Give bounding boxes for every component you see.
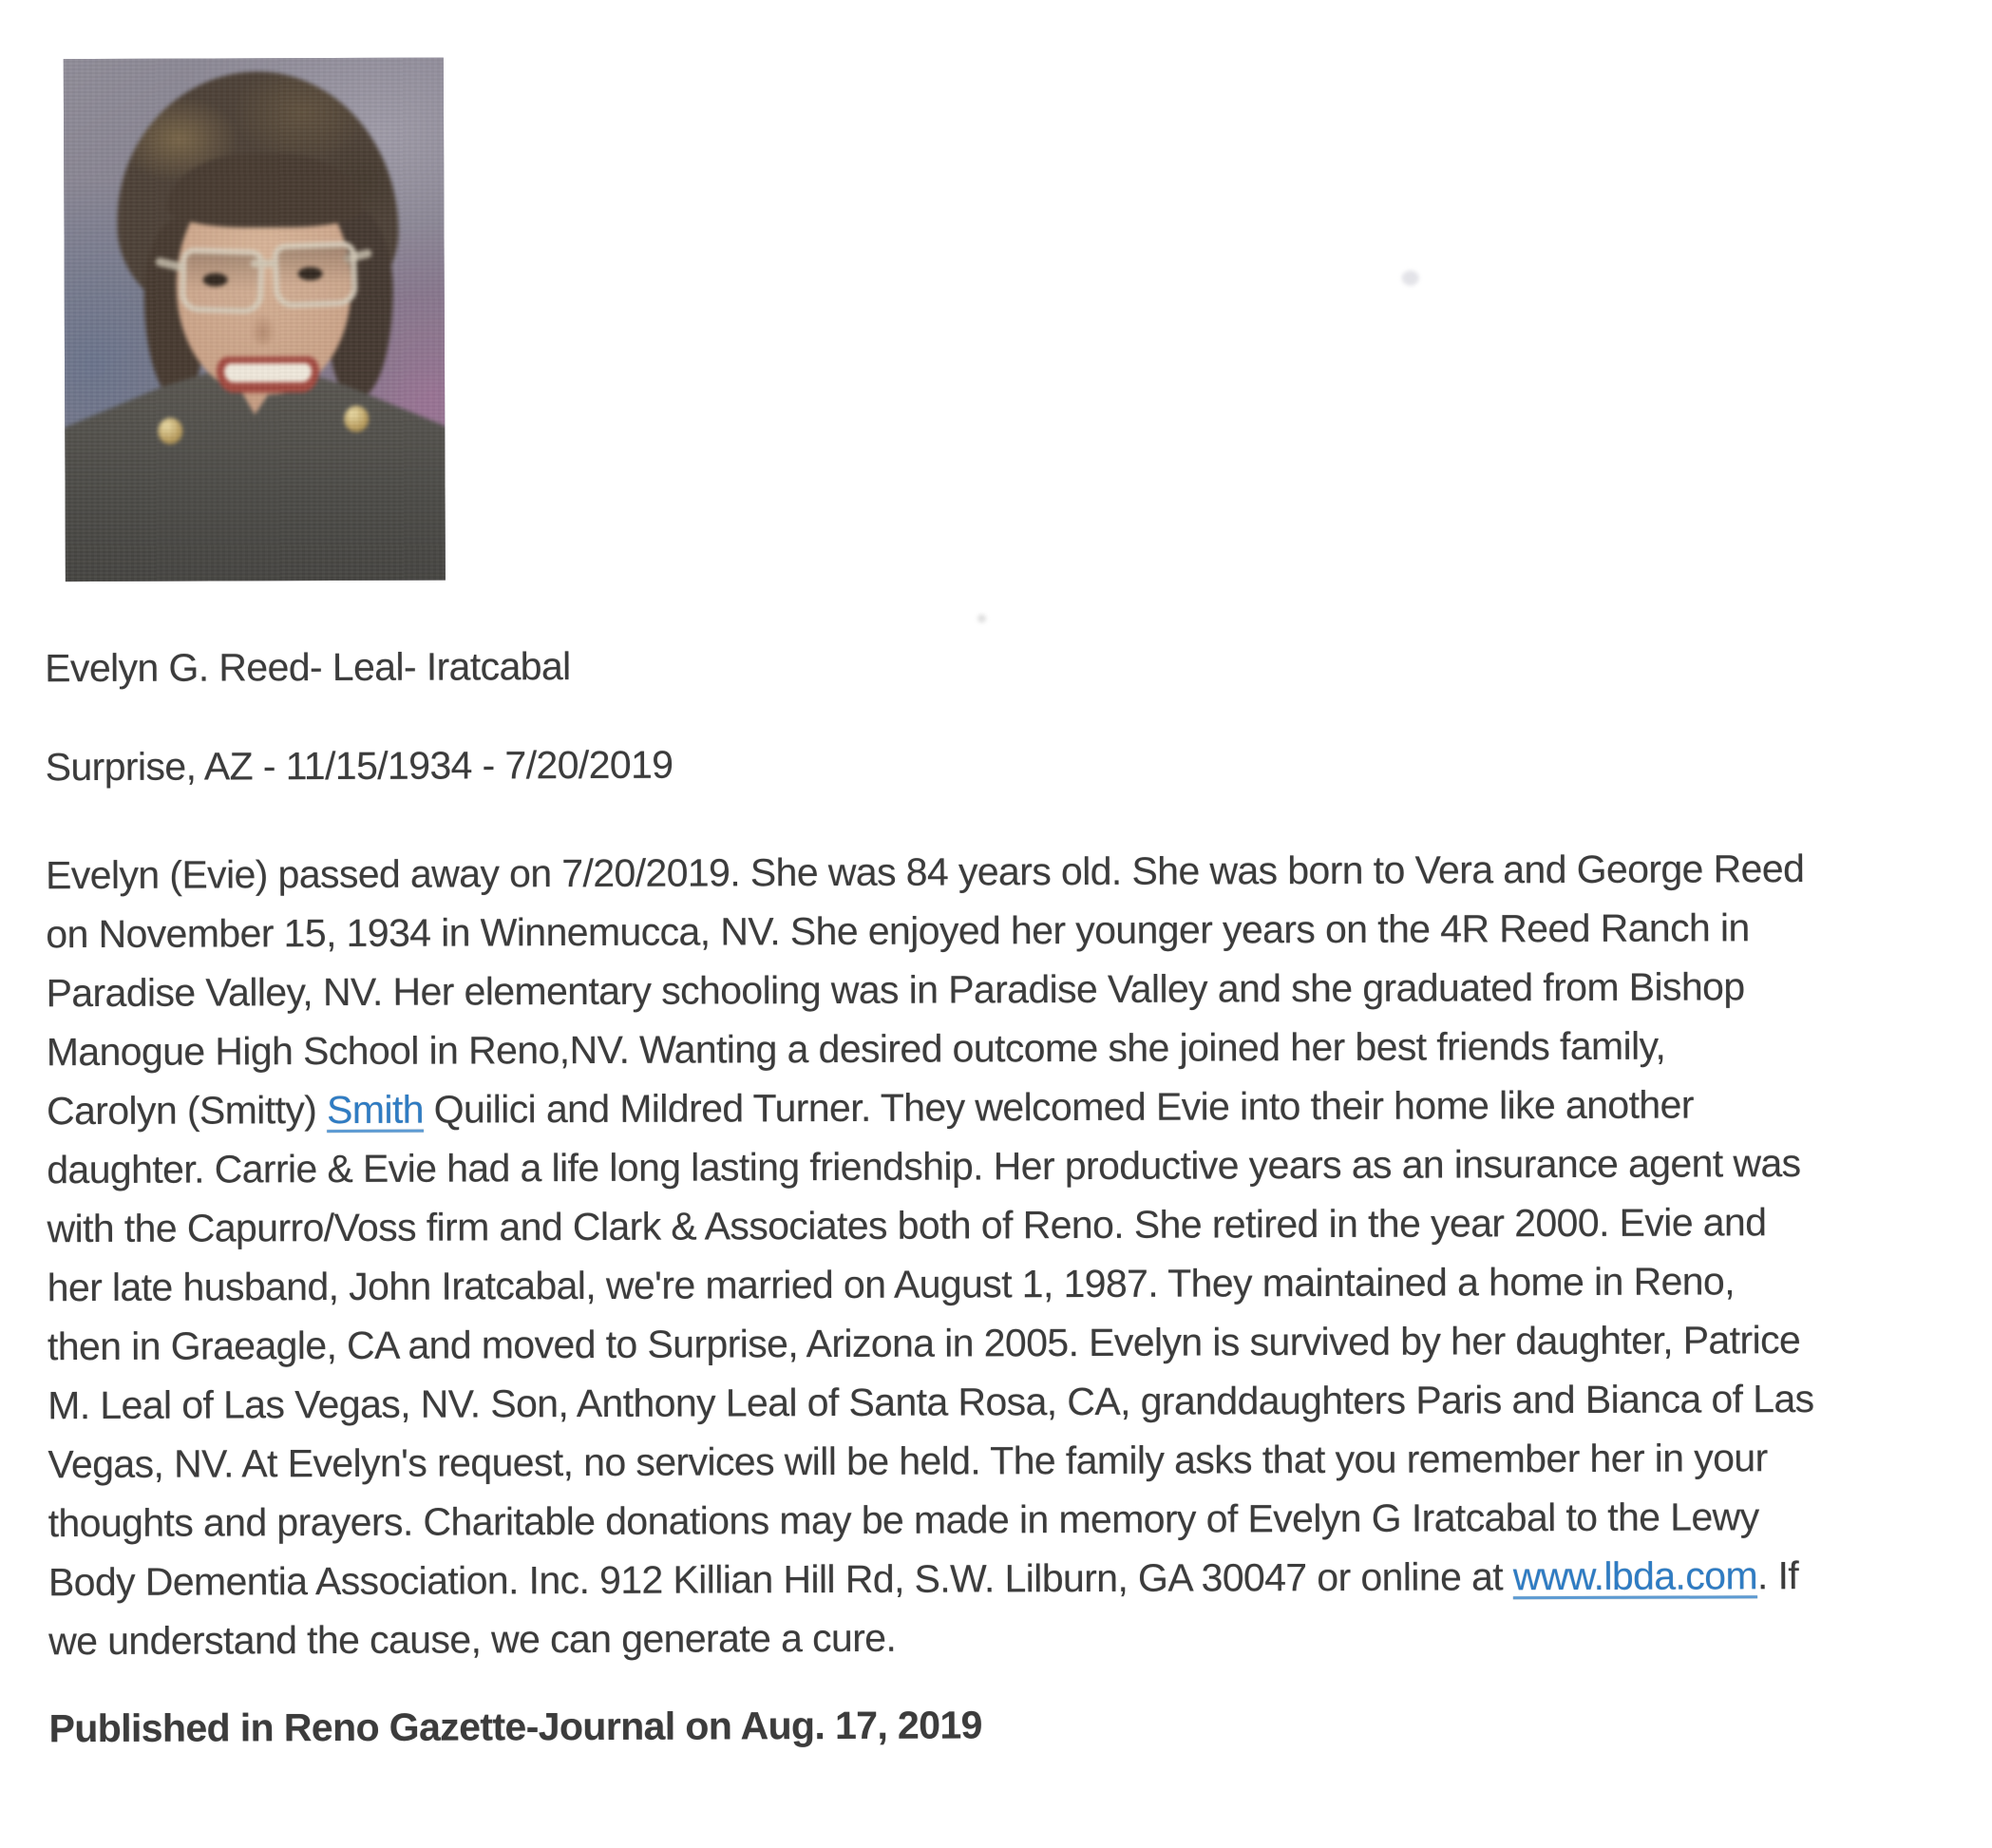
publication-line: Published in Reno Gazette-Journal on Aug. 17, 2019 [48,1703,982,1751]
obituary-line [47,1310,1814,1376]
nose-shadow [249,301,277,345]
obituary-line [47,1134,1813,1199]
text-segment: thoughts and prayers. Charitable donations may be made in memory of Evelyn G Iratcabal to the Lewy [47,1495,1759,1546]
obituary-line [46,898,1812,963]
text-segment: Paradise Valley, NV. Her elementary schooling was in Paradise Valley and she graduated from Bishop [46,964,1745,1016]
smith-link[interactable]: Smith [327,1087,424,1133]
text-segment: with the Capurro/Voss firm and Clark & Associates both of Reno. She retired in the year 2000. Evie and [47,1200,1767,1251]
text-segment: her late husband, John Iratcabal, we're married on August 1, 1987. They maintained a home in Reno, [47,1259,1736,1310]
portrait-art [64,58,446,582]
obituary-line [47,1369,1814,1435]
deceased-name: Evelyn G. Reed- Leal- Iratcabal [45,644,571,691]
text-segment: Quilici and Mildred Turner. They welcomed Evie into their home like another [423,1082,1694,1132]
text-segment: M. Leal of Las Vegas, NV. Son, Anthony Leal of Santa Rosa, CA, granddaughters Paris and Bianca of Las [47,1377,1814,1428]
scan-artifact [977,614,986,622]
glasses-bridge [251,259,277,267]
text-segment: Manogue High School in Reno,NV. Wanting a desired outcome she joined her best friends family, [46,1023,1666,1075]
obituary-line [48,1487,1815,1553]
obituary-line [47,1251,1814,1317]
obituary-line [46,839,1812,905]
text-segment: Body Dementia Association. Inc. 912 Killian Hill Rd, S.W. Lilburn, GA 30047 or online at [47,1554,1513,1605]
location-dates: Surprise, AZ - 11/15/1934 - 7/20/2019 [45,742,673,790]
left-eye [203,273,228,286]
obituary-line [48,1546,1815,1611]
scan-artifact [1402,271,1419,286]
obituary-line [47,1016,1813,1081]
text-segment: Vegas, NV. At Evelyn's request, no services will be held. The family asks that you remember her in your [47,1436,1768,1487]
earring-left [158,418,182,445]
obituary-line [47,1075,1813,1140]
smile [217,356,319,392]
obituary-line [47,1192,1813,1258]
text-segment: on November 15, 1934 in Winnemucca, NV. She enjoyed her younger years on the 4R Reed Ranch in [46,905,1750,957]
text-segment: Evelyn (Evie) passed away on 7/20/2019. She was 84 years old. She was born to Vera and George Reed [45,847,1805,898]
obituary-line [48,1605,1815,1670]
text-segment: daughter. Carrie & Evie had a life long lasting friendship. Her productive years as an insurance agent was [47,1141,1801,1192]
obituary-line [46,957,1812,1022]
text-segment: then in Graeagle, CA and moved to Surprise, Arizona in 2005. Evelyn is survived by her daughter, Patrice [47,1318,1801,1369]
portrait-photo [64,58,446,582]
obituary-paragraph [46,839,1815,1670]
teeth [224,363,312,382]
text-segment: . If [1756,1553,1799,1598]
text-segment: Carolyn (Smitty) [46,1088,328,1134]
earring-right [344,406,369,432]
right-eye [298,267,323,280]
lbda-link[interactable]: www.lbda.com [1512,1553,1758,1599]
text-segment: we understand the cause, we can generate a cure. [48,1615,897,1664]
obituary-line [47,1428,1814,1494]
